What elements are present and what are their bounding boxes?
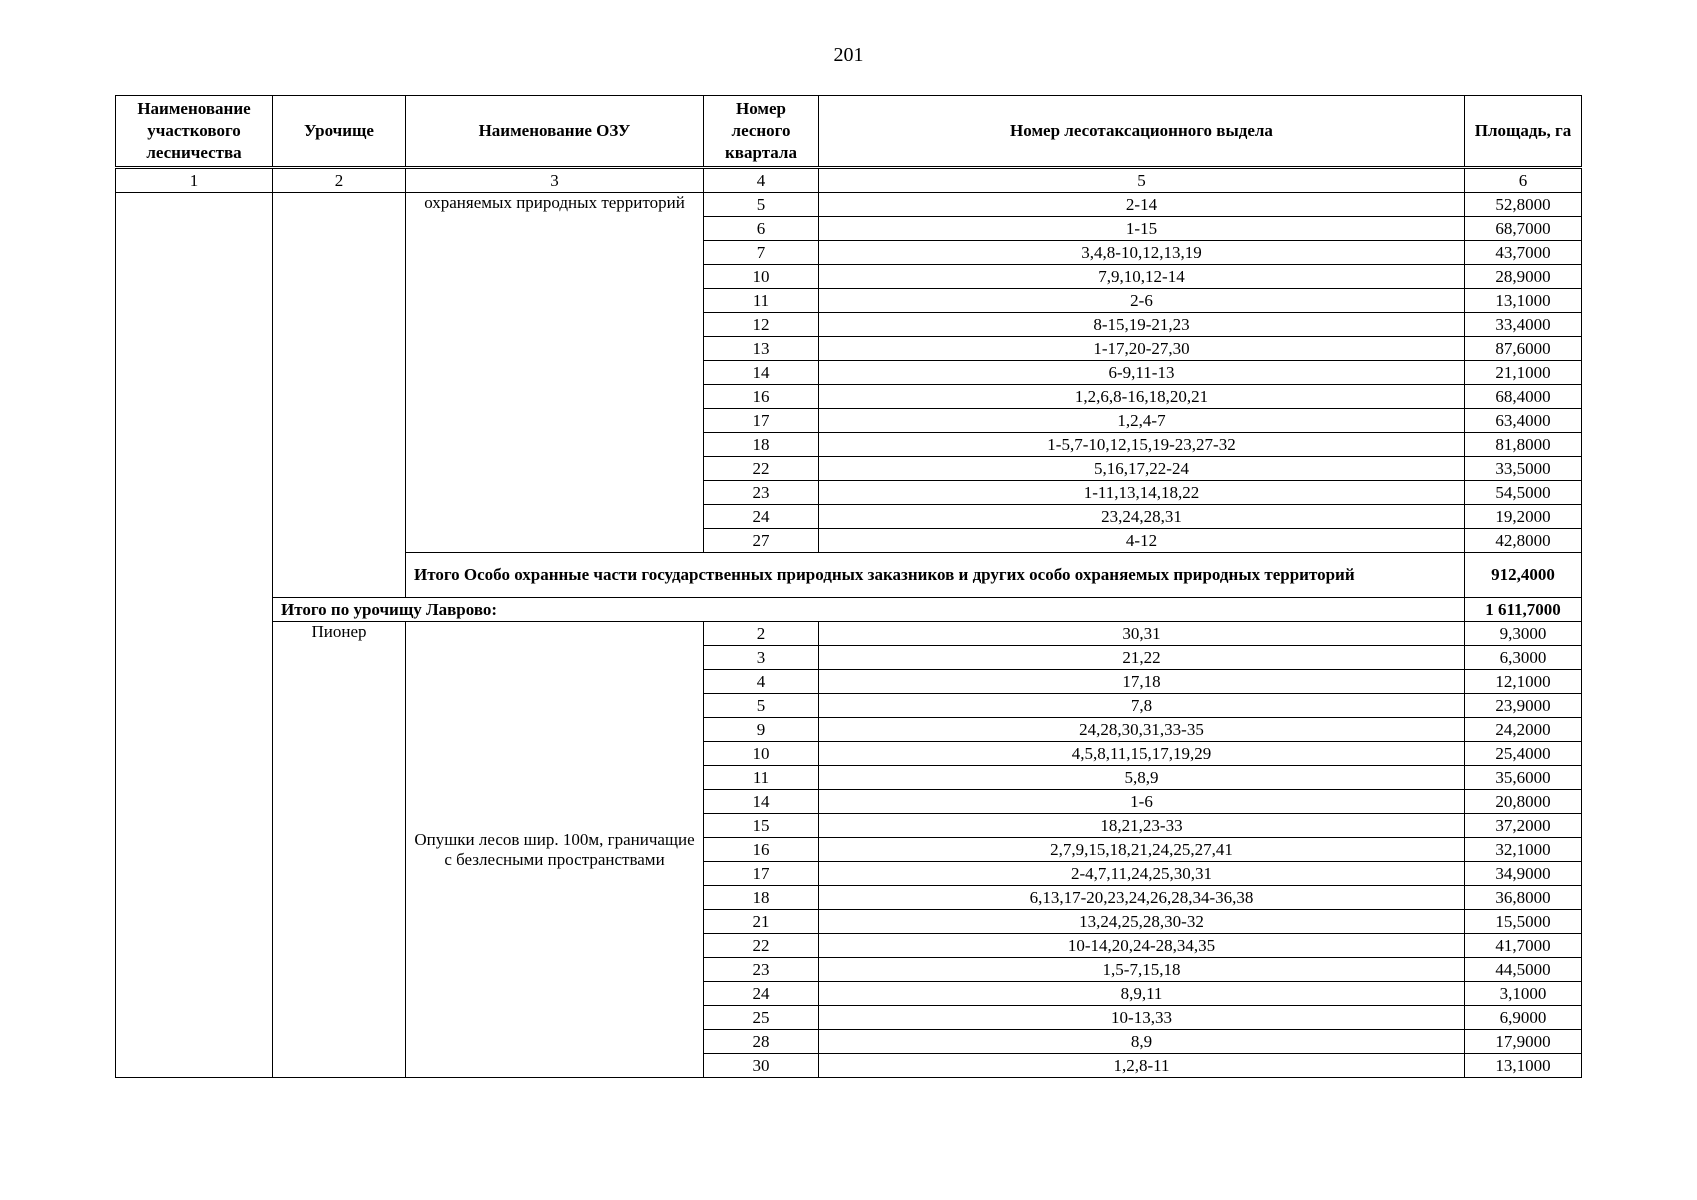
- kvartal-cell: 22: [704, 934, 819, 958]
- area-cell: 19,2000: [1465, 505, 1582, 529]
- subtotal-value: 912,4000: [1465, 553, 1582, 598]
- vydel-cell: 7,9,10,12-14: [819, 265, 1465, 289]
- vydel-cell: 7,8: [819, 694, 1465, 718]
- kvartal-cell: 10: [704, 742, 819, 766]
- vydel-cell: 30,31: [819, 622, 1465, 646]
- subtotal-label: Итого Особо охранные части государственных природных заказников и других особо охраняемых природных территорий: [406, 553, 1465, 598]
- column-number: 3: [406, 168, 704, 193]
- area-cell: 20,8000: [1465, 790, 1582, 814]
- urochishche-cell: [273, 193, 406, 598]
- area-cell: 21,1000: [1465, 361, 1582, 385]
- kvartal-cell: 23: [704, 958, 819, 982]
- vydel-cell: 3,4,8-10,12,13,19: [819, 241, 1465, 265]
- vydel-cell: 5,8,9: [819, 766, 1465, 790]
- vydel-cell: 21,22: [819, 646, 1465, 670]
- kvartal-cell: 24: [704, 982, 819, 1006]
- area-cell: 34,9000: [1465, 862, 1582, 886]
- area-cell: 68,7000: [1465, 217, 1582, 241]
- vydel-cell: 18,21,23-33: [819, 814, 1465, 838]
- lesnichestvo-cell: [116, 193, 273, 1078]
- area-cell: 35,6000: [1465, 766, 1582, 790]
- kvartal-cell: 21: [704, 910, 819, 934]
- vydel-cell: 8,9,11: [819, 982, 1465, 1006]
- area-cell: 13,1000: [1465, 289, 1582, 313]
- kvartal-cell: 3: [704, 646, 819, 670]
- area-cell: 6,9000: [1465, 1006, 1582, 1030]
- column-number-row: [116, 168, 1582, 193]
- vydel-cell: 1-6: [819, 790, 1465, 814]
- column-number: 1: [116, 168, 273, 193]
- vydel-cell: 1,5-7,15,18: [819, 958, 1465, 982]
- header-ozu: Наименование ОЗУ: [406, 96, 704, 168]
- header-vydel: Номер лесотаксационного выдела: [819, 96, 1465, 168]
- vydel-cell: 17,18: [819, 670, 1465, 694]
- ozu-name-cell: охраняемых природных территорий: [406, 193, 704, 553]
- vydel-cell: 1-5,7-10,12,15,19-23,27-32: [819, 433, 1465, 457]
- urochishche-total-row: [116, 598, 1582, 622]
- vydel-cell: 23,24,28,31: [819, 505, 1465, 529]
- header-area: Площадь, га: [1465, 96, 1582, 168]
- area-cell: 23,9000: [1465, 694, 1582, 718]
- header-urochishche: Урочище: [273, 96, 406, 168]
- vydel-cell: 6,13,17-20,23,24,26,28,34-36,38: [819, 886, 1465, 910]
- kvartal-cell: 23: [704, 481, 819, 505]
- area-cell: 36,8000: [1465, 886, 1582, 910]
- kvartal-cell: 28: [704, 1030, 819, 1054]
- area-cell: 24,2000: [1465, 718, 1582, 742]
- kvartal-cell: 7: [704, 241, 819, 265]
- vydel-cell: 10-13,33: [819, 1006, 1465, 1030]
- area-cell: 54,5000: [1465, 481, 1582, 505]
- table-row: [116, 193, 1582, 217]
- header-row: [116, 96, 1582, 168]
- ozu-name-cell: Опушки лесов шир. 100м, граничащие с безлесными пространствами: [406, 622, 704, 1078]
- area-cell: 13,1000: [1465, 1054, 1582, 1078]
- area-cell: 68,4000: [1465, 385, 1582, 409]
- area-cell: 32,1000: [1465, 838, 1582, 862]
- column-number: 6: [1465, 168, 1582, 193]
- vydel-cell: 8-15,19-21,23: [819, 313, 1465, 337]
- area-cell: 3,1000: [1465, 982, 1582, 1006]
- kvartal-cell: 12: [704, 313, 819, 337]
- vydel-cell: 24,28,30,31,33-35: [819, 718, 1465, 742]
- vydel-cell: 4-12: [819, 529, 1465, 553]
- urochishche-total-value: 1 611,7000: [1465, 598, 1582, 622]
- vydel-cell: 1-11,13,14,18,22: [819, 481, 1465, 505]
- kvartal-cell: 17: [704, 862, 819, 886]
- kvartal-cell: 10: [704, 265, 819, 289]
- area-cell: 42,8000: [1465, 529, 1582, 553]
- kvartal-cell: 27: [704, 529, 819, 553]
- area-cell: 41,7000: [1465, 934, 1582, 958]
- kvartal-cell: 16: [704, 838, 819, 862]
- vydel-cell: 2-6: [819, 289, 1465, 313]
- kvartal-cell: 15: [704, 814, 819, 838]
- area-cell: 37,2000: [1465, 814, 1582, 838]
- kvartal-cell: 16: [704, 385, 819, 409]
- kvartal-cell: 14: [704, 361, 819, 385]
- vydel-cell: 8,9: [819, 1030, 1465, 1054]
- area-cell: 63,4000: [1465, 409, 1582, 433]
- kvartal-cell: 18: [704, 433, 819, 457]
- kvartal-cell: 5: [704, 694, 819, 718]
- area-cell: 87,6000: [1465, 337, 1582, 361]
- vydel-cell: 13,24,25,28,30-32: [819, 910, 1465, 934]
- area-cell: 33,5000: [1465, 457, 1582, 481]
- vydel-cell: 2-4,7,11,24,25,30,31: [819, 862, 1465, 886]
- vydel-cell: 1,2,4-7: [819, 409, 1465, 433]
- column-number: 2: [273, 168, 406, 193]
- vydel-cell: 4,5,8,11,15,17,19,29: [819, 742, 1465, 766]
- kvartal-cell: 4: [704, 670, 819, 694]
- urochishche-cell: Пионер: [273, 622, 406, 1078]
- area-cell: 25,4000: [1465, 742, 1582, 766]
- column-number: 5: [819, 168, 1465, 193]
- kvartal-cell: 30: [704, 1054, 819, 1078]
- column-number: 4: [704, 168, 819, 193]
- kvartal-cell: 5: [704, 193, 819, 217]
- kvartal-cell: 9: [704, 718, 819, 742]
- area-cell: 12,1000: [1465, 670, 1582, 694]
- table-row: [116, 622, 1582, 646]
- vydel-cell: 6-9,11-13: [819, 361, 1465, 385]
- kvartal-cell: 11: [704, 766, 819, 790]
- kvartal-cell: 17: [704, 409, 819, 433]
- area-cell: 9,3000: [1465, 622, 1582, 646]
- kvartal-cell: 22: [704, 457, 819, 481]
- kvartal-cell: 24: [704, 505, 819, 529]
- header-lesnichestvo: Наименование участкового лесничества: [116, 96, 273, 168]
- kvartal-cell: 11: [704, 289, 819, 313]
- area-cell: 43,7000: [1465, 241, 1582, 265]
- area-cell: 17,9000: [1465, 1030, 1582, 1054]
- area-cell: 28,9000: [1465, 265, 1582, 289]
- kvartal-cell: 6: [704, 217, 819, 241]
- vydel-cell: 2,7,9,15,18,21,24,25,27,41: [819, 838, 1465, 862]
- vydel-cell: 1,2,6,8-16,18,20,21: [819, 385, 1465, 409]
- kvartal-cell: 18: [704, 886, 819, 910]
- area-cell: 15,5000: [1465, 910, 1582, 934]
- vydel-cell: 2-14: [819, 193, 1465, 217]
- ozu-table: [115, 95, 1582, 1078]
- page-number: 201: [833, 44, 864, 66]
- vydel-cell: 5,16,17,22-24: [819, 457, 1465, 481]
- area-cell: 81,8000: [1465, 433, 1582, 457]
- urochishche-total-label: Итого по урочищу Лаврово:: [273, 598, 1465, 622]
- vydel-cell: 1-17,20-27,30: [819, 337, 1465, 361]
- area-cell: 33,4000: [1465, 313, 1582, 337]
- vydel-cell: 10-14,20,24-28,34,35: [819, 934, 1465, 958]
- vydel-cell: 1-15: [819, 217, 1465, 241]
- area-cell: 6,3000: [1465, 646, 1582, 670]
- kvartal-cell: 13: [704, 337, 819, 361]
- kvartal-cell: 2: [704, 622, 819, 646]
- area-cell: 44,5000: [1465, 958, 1582, 982]
- header-kvartal: Номер лесного квартала: [704, 96, 819, 168]
- kvartal-cell: 14: [704, 790, 819, 814]
- area-cell: 52,8000: [1465, 193, 1582, 217]
- vydel-cell: 1,2,8-11: [819, 1054, 1465, 1078]
- kvartal-cell: 25: [704, 1006, 819, 1030]
